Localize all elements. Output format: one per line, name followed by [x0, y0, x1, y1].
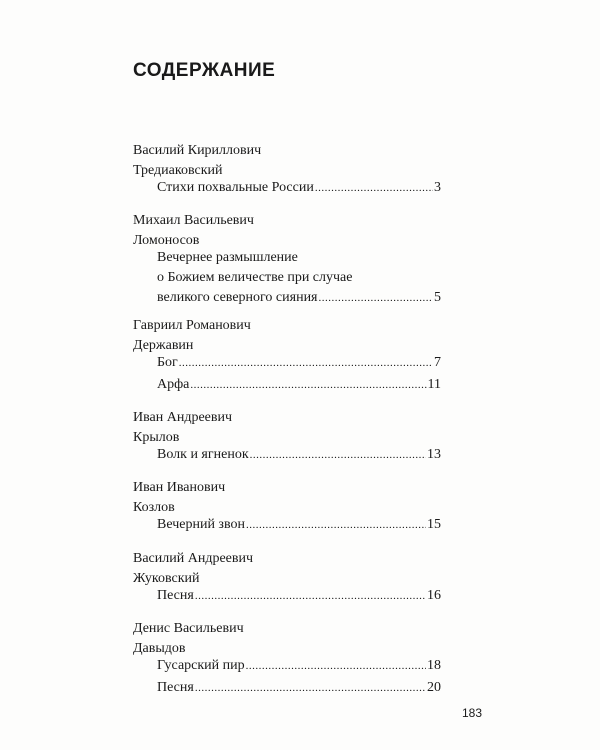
dot-leader: [315, 178, 433, 198]
author-name: Михаил Васильевич Ломоносов: [133, 213, 254, 248]
entry-page-number: 5: [434, 290, 441, 305]
toc-entry[interactable]: [157, 656, 441, 676]
toc-entry[interactable]: [157, 445, 441, 465]
toc-entry[interactable]: [157, 178, 441, 198]
entry-page-number: 13: [427, 447, 441, 462]
entry-title: Песня: [157, 680, 194, 695]
toc-entry[interactable]: [157, 586, 441, 606]
entry-title: Арфа: [157, 377, 190, 392]
entry-page-number: 20: [427, 680, 441, 695]
entry-title: Гусарский пир: [157, 658, 245, 673]
author-name: Василий Андреевич Жуковский: [133, 551, 254, 586]
toc-entry[interactable]: [157, 248, 441, 308]
entry-title: Стихи похвальные России: [157, 180, 314, 195]
entry-title: Волк и ягненок: [157, 447, 249, 462]
entry-title: великого северного сияния: [157, 290, 318, 305]
entry-title: Вечерний звон: [157, 517, 245, 532]
author-name: Иван Андреевич Крылов: [133, 410, 233, 445]
toc-entry[interactable]: [157, 515, 441, 535]
author-name: Денис Васильевич Давыдов: [133, 621, 244, 656]
dot-leader: [179, 353, 433, 373]
dot-leader: [246, 515, 426, 535]
dot-leader: [319, 288, 433, 308]
toc-entry[interactable]: [157, 375, 441, 395]
entry-page-number: 16: [427, 588, 441, 603]
dot-leader: [195, 678, 426, 698]
entry-title-line: о Божием величестве при случае: [157, 270, 353, 285]
page-number: 183: [462, 706, 483, 720]
dot-leader: [195, 586, 426, 606]
author-name: Василий Кириллович Тредиаковский: [133, 143, 262, 178]
page-title: СОДЕРЖАНИЕ: [133, 60, 276, 81]
entry-page-number: 7: [434, 355, 441, 370]
dot-leader: [190, 375, 426, 395]
entry-page-number: 11: [427, 377, 441, 392]
entry-title: Песня: [157, 588, 194, 603]
author-name: Иван Иванович Козлов: [133, 480, 226, 515]
toc-entry[interactable]: [157, 353, 441, 373]
entry-title-line: Вечернее размышление: [157, 250, 298, 265]
author-name: Гавриил Романович Державин: [133, 318, 251, 353]
entry-page-number: 3: [434, 180, 441, 195]
entry-page-number: 18: [427, 658, 441, 673]
entry-page-number: 15: [427, 517, 441, 532]
dot-leader: [246, 656, 426, 676]
dot-leader: [250, 445, 426, 465]
toc-entry[interactable]: [157, 678, 441, 698]
entry-title: Бог: [157, 355, 178, 370]
